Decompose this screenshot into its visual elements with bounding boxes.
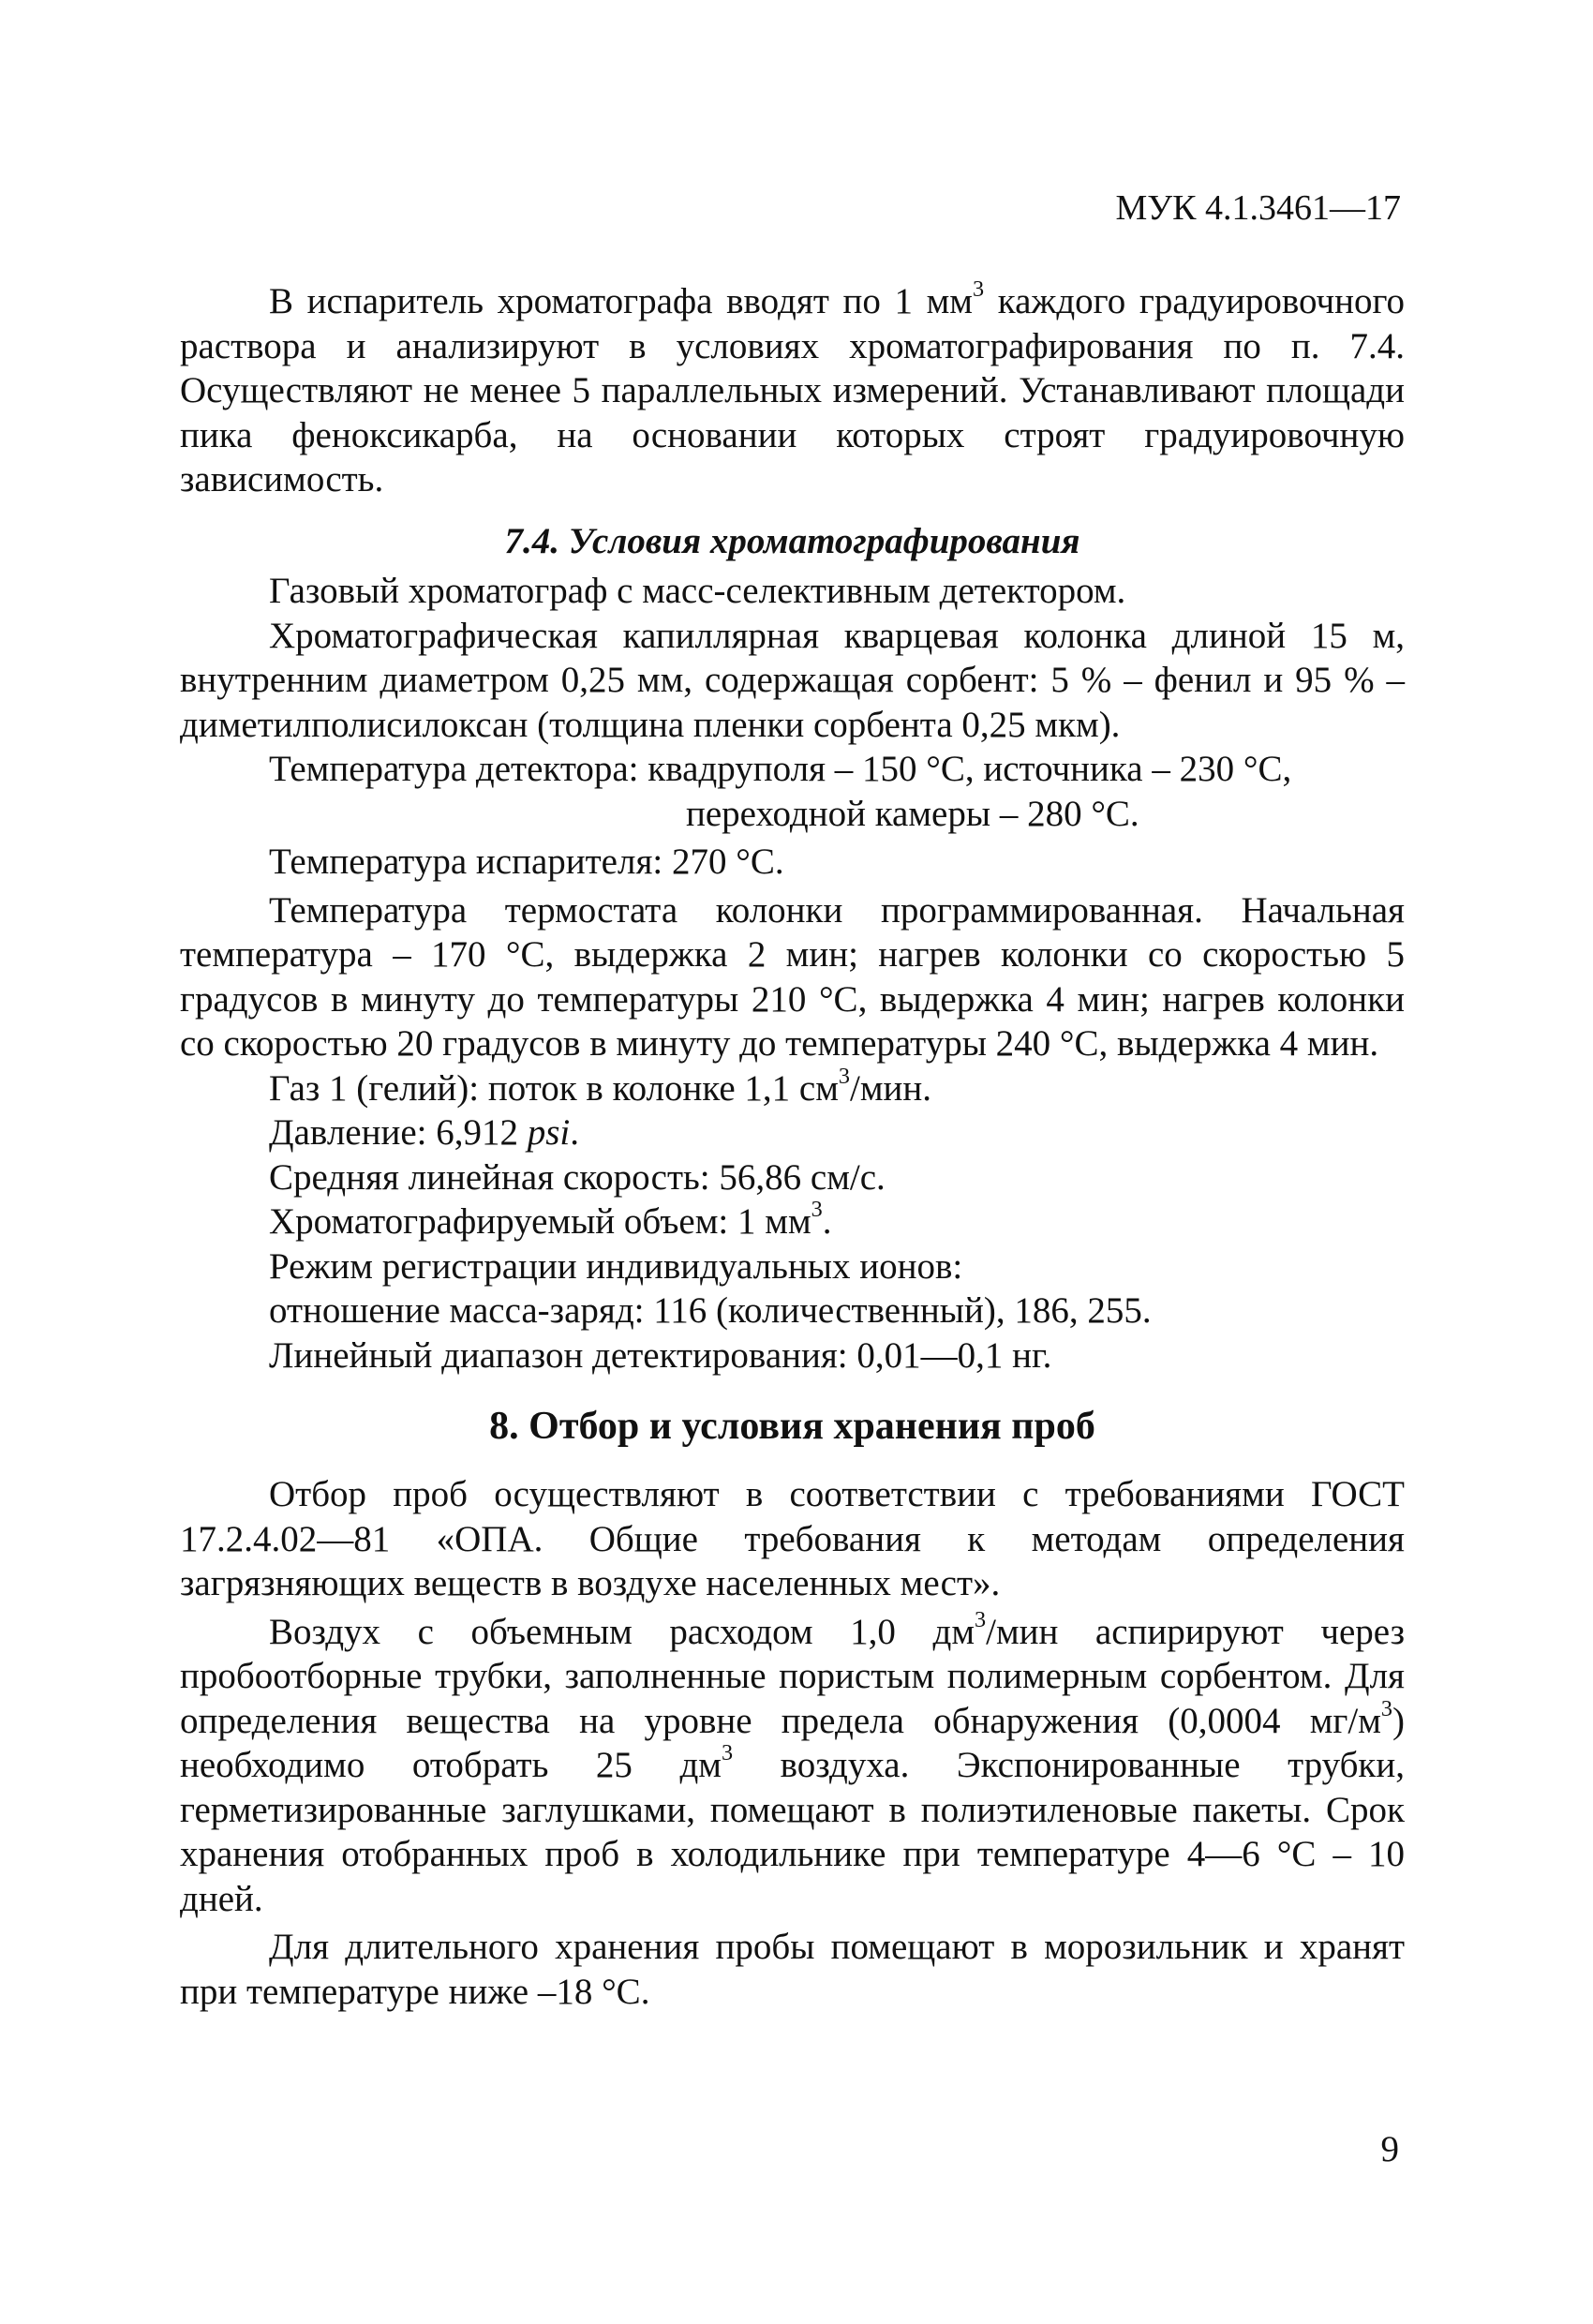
superscript: 3: [975, 1606, 987, 1632]
paragraph-intro: [180, 276, 1405, 502]
text-run: /мин аспирируют через пробоотборные трубки, заполненные пористым полимерным сорбентом. Для определения вещества на уровне предела обнаружения (0,0004 мг/м: [180, 1611, 1405, 1741]
condition-mode: Режим регистрации индивидуальных ионов:: [269, 1245, 963, 1287]
condition-velocity: Средняя линейная скорость: 56,86 см/с.: [269, 1156, 886, 1198]
condition-gas: [180, 1063, 1405, 1111]
section-8-title: 8. Отбор и условия хранения проб: [489, 1405, 1095, 1448]
condition-evaporator-temp: Температура испарителя: 270 °С.: [269, 842, 784, 882]
condition-chromatograph: Газовый хроматограф с масс-селективным детектором.: [269, 571, 1126, 611]
superscript: 3: [721, 1739, 734, 1765]
text-run: Давление: 6,912: [269, 1112, 528, 1153]
text-run: каждого градуировочного раствора и анализируют в условиях хроматографирования по п. 7.4. Осуществляют не менее 5 параллельных измерений. Устанавливают площади пика феноксикарба, на основании которых строят градуировочную зависимость.: [180, 281, 1405, 499]
condition-range: Линейный диапазон детектирования: 0,01—0,1 нг.: [269, 1334, 1052, 1376]
text-run: Газ 1 (гелий): поток в колонке 1,1 см: [269, 1067, 839, 1109]
condition-detector-temp-cont: переходной камеры – 280 °С.: [686, 793, 1139, 834]
text-run: .: [570, 1112, 579, 1153]
section-8-paragraph-1: Отбор проб осуществляют в соответствии с требованиями ГОСТ 17.2.4.02—81 «ОПА. Общие требования к методам определения загрязняющих веществ в воздухе населенных мест».: [180, 1474, 1405, 1603]
text-run: .: [822, 1201, 832, 1242]
section-8-paragraph-3: Для длительного хранения пробы помещают в морозильник и хранят при температуре ниже –18 °С.: [180, 1927, 1405, 2012]
condition-volume: [180, 1196, 1405, 1244]
superscript: 3: [811, 1196, 823, 1222]
page-number: 9: [1380, 2129, 1399, 2169]
condition-detector-temp: Температура детектора: квадруполя – 150 °С, источника – 230 °С,: [269, 749, 1292, 789]
text-run: ) необходимо отобрать 25 дм: [180, 1700, 1405, 1785]
text-run: В испаритель хроматографа вводят по 1 мм: [269, 281, 973, 321]
condition-thermostat: Температура термостата колонки программированная. Начальная температура – 170 °С, выдержка 2 мин; нагрев колонки со скоростью 5 градусов в минуту до температуры 210 °С, выдержка 4 мин; нагрев колонки со скоростью 20 градусов в минуту до температуры 240 °С, выдержка 4 мин.: [180, 889, 1405, 1064]
pressure-unit: psi: [527, 1112, 571, 1153]
condition-column: Хроматографическая капиллярная кварцевая колонка длиной 15 м, внутренним диаметром 0,25 мм, содержащая сорбент: 5 % – фенил и 95 % – диметилполисилоксан (толщина пленки сорбента 0,25 мкм).: [180, 615, 1405, 745]
superscript: 3: [1380, 1695, 1392, 1721]
section-8-paragraph-2: [180, 1606, 1405, 1922]
text-run: Воздух с объемным расходом 1,0 дм: [269, 1611, 975, 1652]
text-run: Хроматографируемый объем: 1 мм: [269, 1201, 811, 1242]
condition-ions: отношение масса-заряд: 116 (количественный), 186, 255.: [269, 1290, 1152, 1331]
subheading-7-4: 7.4. Условия хроматографирования: [504, 520, 1080, 561]
text-run: воздуха. Экспонированные трубки, герметизированные заглушками, помещают в полиэтиленовые пакеты. Срок хранения отобранных проб в холодильнике при температуре 4—6 °С – 10 дней.: [180, 1745, 1405, 1919]
document-code: МУК 4.1.3461—17: [1115, 188, 1401, 228]
condition-pressure: [180, 1110, 1405, 1155]
superscript: 3: [838, 1063, 851, 1089]
superscript: 3: [973, 276, 985, 302]
page-content: [180, 276, 1405, 2014]
text-run: /мин.: [850, 1067, 932, 1109]
